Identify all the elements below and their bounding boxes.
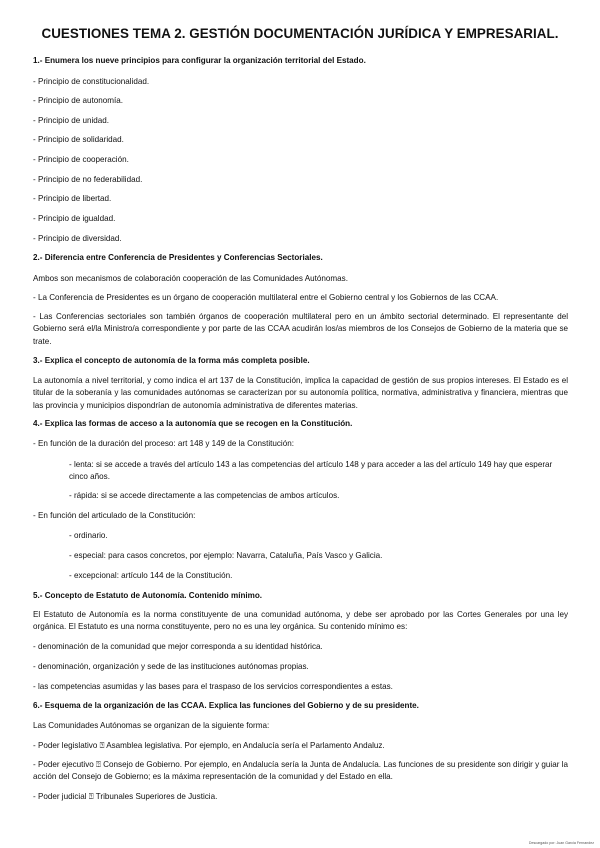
answer-paragraph: - Las Conferencias sectoriales son también órganos de cooperación multilateral pero en un ámbito sectorial determinado. El representante del Gobierno será el/la Ministro/a correspondiente y por parte de las CCAA acudirán los/as miembros de los Consejos de Gobierno de la materia que se trate. — [33, 312, 568, 346]
sub-item: - excepcional: artículo 144 de la Constitución. — [69, 571, 233, 580]
principle-item: - Principio de diversidad. — [33, 234, 122, 243]
answer-paragraph: Ambos son mecanismos de colaboración cooperación de las Comunidades Autónomas. — [33, 274, 348, 283]
answer-paragraph: La autonomía a nivel territorial, y como indica el art 137 de la Constitución, implica la capacidad de gestión de sus propios intereses. El Estado es el titular de la soberanía y las comunidades autónomas se caracterizan por su autonomía política, normativa, administrativa y financiera, mientras que las provincia y municipios dispondrían de autonomía administrativa de diferentes materias. — [33, 376, 568, 410]
question-5-heading: 5.- Concepto de Estatuto de Autonomía. Contenido mínimo. — [33, 591, 263, 600]
sub-item: - lenta: si se accede a través del artículo 143 a las competencias del artículo 148 y para acceder a las del artículo 149 hay que esperar cinco años. — [69, 460, 553, 482]
question-3-heading: 3.- Explica el concepto de autonomía de la forma más completa posible. — [33, 356, 310, 365]
answer-paragraph: - Poder judicial ⍰ Tribunales Superiores de Justicia. — [33, 792, 218, 801]
principle-item: - Principio de no federabilidad. — [33, 175, 143, 184]
content-item: - denominación, organización y sede de las instituciones autónomas propias. — [33, 662, 309, 671]
principle-item: - Principio de cooperación. — [33, 155, 129, 164]
answer-paragraph: Las Comunidades Autónomas se organizan de la siguiente forma: — [33, 721, 270, 730]
sub-item: - ordinario. — [69, 531, 108, 540]
principle-item: - Principio de constitucionalidad. — [33, 77, 150, 86]
principle-item: - Principio de igualdad. — [33, 214, 116, 223]
answer-paragraph: El Estatuto de Autonomía es la norma constituyente de una comunidad autónoma, y debe ser aprobado por las Cortes Generales por una ley orgánica. El Estatuto es una norma constituyente, pero no es una ley orgánica. Su contenido mínimo es: — [33, 610, 568, 632]
principle-item: - Principio de libertad. — [33, 194, 112, 203]
question-4-heading: 4.- Explica las formas de acceso a la autonomía que se recogen en la Constitución. — [33, 419, 353, 428]
question-6-heading: 6.- Esquema de la organización de las CCAA. Explica las funciones del Gobierno y de su presidente. — [33, 701, 419, 710]
content-item: - denominación de la comunidad que mejor corresponda a su identidad histórica. — [33, 642, 323, 651]
answer-paragraph: - Poder ejecutivo ⍰ Consejo de Gobierno. Por ejemplo, en Andalucía sería la Junta de Andalucía. Las funciones de su presidente son dirigir y guiar la acción del Consejo de Gobierno; es la máxima representación de la comunidad y del Estado en ella. — [33, 760, 568, 782]
answer-paragraph: - La Conferencia de Presidentes es un órgano de cooperación multilateral entre el Gobierno central y los Gobiernos de las CCAA. — [33, 293, 499, 302]
document-title: CUESTIONES TEMA 2. GESTIÓN DOCUMENTACIÓN JURÍDICA Y EMPRESARIAL. — [41, 26, 559, 41]
download-footer: Descargado por: Juan Garcia Fernandez — [528, 841, 594, 845]
question-1-heading: 1.- Enumera los nueve principios para configurar la organización territorial del Estado. — [33, 56, 366, 65]
principle-item: - Principio de solidaridad. — [33, 135, 124, 144]
answer-paragraph: - Poder legislativo ⍰ Asamblea legislativa. Por ejemplo, en Andalucía sería el Parlamento Andaluz. — [33, 741, 385, 750]
sub-item: - especial: para casos concretos, por ejemplo: Navarra, Cataluña, País Vasco y Galicia. — [69, 551, 383, 560]
principle-item: - Principio de autonomía. — [33, 96, 123, 105]
sub-item: - rápida: si se accede directamente a las competencias de ambos artículos. — [69, 491, 340, 500]
content-item: - las competencias asumidas y las bases para el traspaso de los servicios correspondientes a estas. — [33, 682, 393, 691]
answer-paragraph: - En función del articulado de la Constitución: — [33, 511, 196, 520]
answer-paragraph: - En función de la duración del proceso: art 148 y 149 de la Constitución: — [33, 439, 294, 448]
principle-item: - Principio de unidad. — [33, 116, 110, 125]
question-2-heading: 2.- Diferencia entre Conferencia de Presidentes y Conferencias Sectoriales. — [33, 253, 323, 262]
